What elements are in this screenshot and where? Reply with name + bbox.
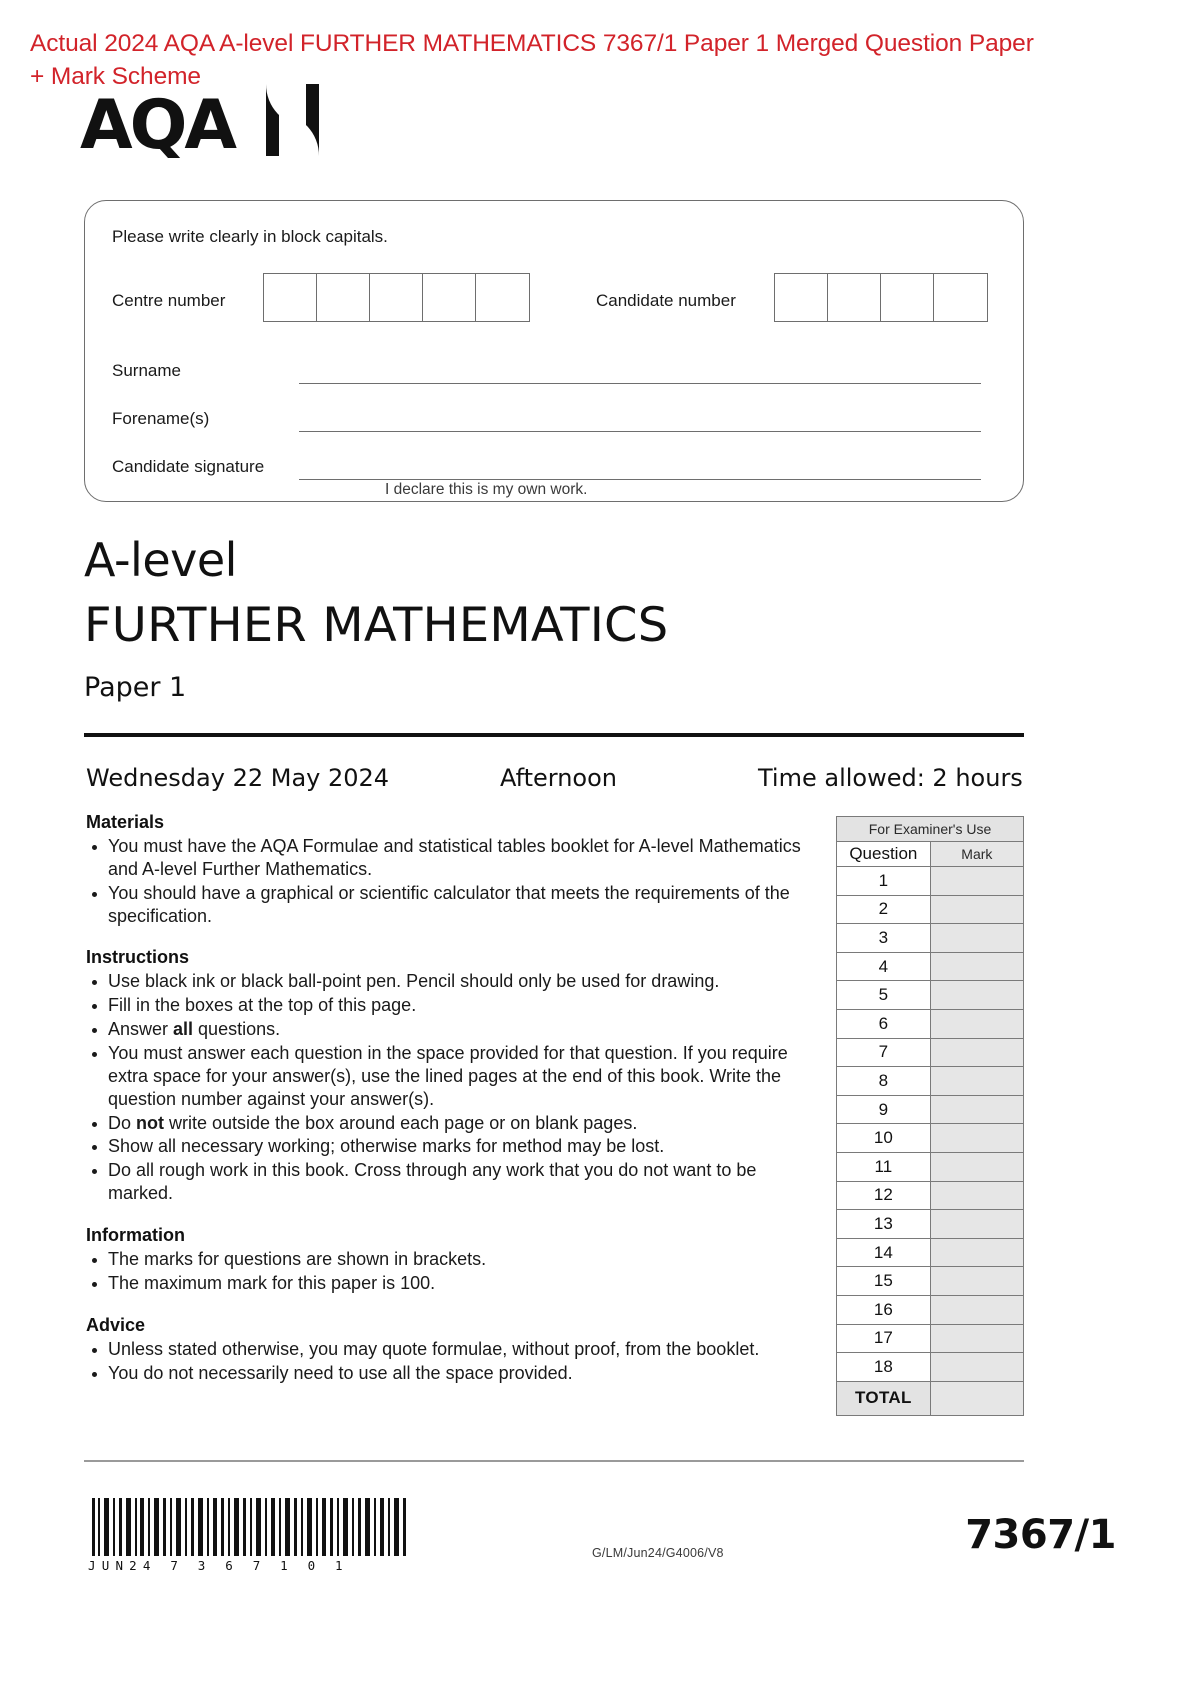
examiner-question-number: 15 <box>837 1267 931 1296</box>
examiner-question-number: 1 <box>837 867 931 896</box>
materials-heading: Materials <box>86 812 165 832</box>
advice-list <box>86 1338 826 1385</box>
examiner-mark-cell[interactable] <box>930 1152 1023 1181</box>
table-row <box>837 1324 1024 1353</box>
examiner-question-number: 10 <box>837 1124 931 1153</box>
examiner-question-number: 3 <box>837 924 931 953</box>
examiner-mark-cell[interactable] <box>930 1324 1023 1353</box>
list-item: Unless stated otherwise, you may quote formulae, without proof, from the booklet. <box>86 1338 826 1361</box>
table-row <box>837 1038 1024 1067</box>
paper-number: Paper 1 <box>84 672 187 703</box>
candidate-details-box <box>84 200 1024 502</box>
table-row <box>837 1152 1024 1181</box>
list-item: Answer all questions. <box>86 1018 826 1041</box>
aqa-logo <box>80 84 340 172</box>
list-item: Use black ink or black ball-point pen. Pencil should only be used for drawing. <box>86 970 826 993</box>
centre-number-label: Centre number <box>112 291 226 310</box>
examiner-question-number: 5 <box>837 981 931 1010</box>
block-capitals-note: Please write clearly in block capitals. <box>112 227 388 246</box>
examiner-mark-cell[interactable] <box>930 1067 1023 1096</box>
instructions-heading: Instructions <box>86 947 190 968</box>
table-row <box>837 981 1024 1010</box>
advice-heading: Advice <box>86 1314 146 1335</box>
front-page-content <box>86 812 826 1385</box>
examiner-col-question: Question <box>837 842 931 867</box>
table-row <box>837 1210 1024 1239</box>
page-overlay-title: Actual 2024 AQA A-level FURTHER MATHEMATICS 7367/1 Paper 1 Merged Question Paper + Mark Scheme <box>30 30 1034 90</box>
examiner-mark-cell[interactable] <box>930 1124 1023 1153</box>
candidate-number-cell[interactable] <box>934 274 987 321</box>
examiner-col-mark: Mark <box>930 842 1023 867</box>
examiner-question-number: 7 <box>837 1038 931 1067</box>
instructions-list <box>86 970 826 1205</box>
table-row <box>837 867 1024 896</box>
information-heading: Information <box>86 1225 185 1246</box>
list-item: You should have a graphical or scientific calculator that meets the requirements of the specification. <box>86 882 826 928</box>
table-row <box>837 1181 1024 1210</box>
centre-number-cell[interactable] <box>370 274 423 321</box>
examiner-mark-cell[interactable] <box>930 1009 1023 1038</box>
examiner-question-number: 13 <box>837 1210 931 1239</box>
aqa-leaf-icon <box>266 84 319 156</box>
centre-number-cell[interactable] <box>423 274 476 321</box>
table-row <box>837 895 1024 924</box>
exam-session: Afternoon <box>500 764 617 792</box>
list-item: You must have the AQA Formulae and statistical tables booklet for A-level Mathematics and A-level Further Mathematics. <box>86 835 826 881</box>
examiner-question-number: 16 <box>837 1295 931 1324</box>
table-row <box>837 1124 1024 1153</box>
examiner-mark-cell[interactable] <box>930 867 1023 896</box>
examiner-mark-cell[interactable] <box>930 1353 1023 1382</box>
candidate-number-cell[interactable] <box>775 274 828 321</box>
candidate-signature-input[interactable] <box>299 479 981 480</box>
table-row <box>837 1267 1024 1296</box>
examiner-table-title: For Examiner's Use <box>837 817 1024 842</box>
forename-label: Forename(s) <box>112 409 210 428</box>
surname-label: Surname <box>112 361 181 380</box>
examiner-mark-cell[interactable] <box>930 1210 1023 1239</box>
paper-code: 7367/1 <box>965 1512 1116 1558</box>
barcode-digits: JUN24 7 3 6 7 1 0 1 <box>88 1558 349 1573</box>
candidate-number-label: Candidate number <box>596 291 736 310</box>
examiner-mark-cell[interactable] <box>930 1267 1023 1296</box>
table-row <box>837 924 1024 953</box>
table-row <box>837 1238 1024 1267</box>
examiner-question-number: 14 <box>837 1238 931 1267</box>
forename-input[interactable] <box>299 431 981 432</box>
list-item: The marks for questions are shown in brackets. <box>86 1248 826 1271</box>
examiner-mark-cell[interactable] <box>930 1181 1023 1210</box>
surname-input[interactable] <box>299 383 981 384</box>
examiner-table-body <box>837 867 1024 1382</box>
table-row <box>837 1067 1024 1096</box>
examiner-mark-cell[interactable] <box>930 1295 1023 1324</box>
table-row <box>837 1295 1024 1324</box>
examiner-mark-cell[interactable] <box>930 895 1023 924</box>
centre-number-cell[interactable] <box>317 274 370 321</box>
footer-divider <box>84 1460 1024 1462</box>
examiner-question-number: 8 <box>837 1067 931 1096</box>
examiner-question-number: 11 <box>837 1152 931 1181</box>
examiner-question-number: 9 <box>837 1095 931 1124</box>
centre-number-cell[interactable] <box>264 274 317 321</box>
list-item: Show all necessary working; otherwise marks for method may be lost. <box>86 1135 826 1158</box>
examiner-mark-cell[interactable] <box>930 1038 1023 1067</box>
examiner-question-number: 12 <box>837 1181 931 1210</box>
barcode <box>88 1496 408 1558</box>
list-item: Do not write outside the box around each page or on blank pages. <box>86 1112 826 1135</box>
table-row <box>837 1009 1024 1038</box>
candidate-number-cell[interactable] <box>881 274 934 321</box>
declaration-text: I declare this is my own work. <box>385 481 588 498</box>
centre-number-input[interactable] <box>263 273 530 322</box>
examiner-mark-cell[interactable] <box>930 981 1023 1010</box>
examiner-mark-cell[interactable] <box>930 1095 1023 1124</box>
examiner-mark-cell[interactable] <box>930 1238 1023 1267</box>
title-divider <box>84 733 1024 737</box>
table-row <box>837 1353 1024 1382</box>
table-row <box>837 1095 1024 1124</box>
candidate-number-cell[interactable] <box>828 274 881 321</box>
examiner-question-number: 2 <box>837 895 931 924</box>
for-examiners-use-table <box>836 816 1024 1416</box>
list-item: Fill in the boxes at the top of this page. <box>86 994 826 1017</box>
list-item: The maximum mark for this paper is 100. <box>86 1272 826 1295</box>
document-code: G/LM/Jun24/G4006/V8 <box>592 1546 724 1560</box>
examiner-total-label: TOTAL <box>837 1381 931 1415</box>
examiner-mark-cell[interactable] <box>930 924 1023 953</box>
materials-list <box>86 835 826 927</box>
examiner-question-number: 18 <box>837 1353 931 1382</box>
examiner-question-number: 6 <box>837 1009 931 1038</box>
list-item: You must answer each question in the space provided for that question. If you require extra space for your answer(s), use the lined pages at the end of this book. Write the question number against your answer(s). <box>86 1042 826 1111</box>
candidate-signature-label: Candidate signature <box>112 457 265 476</box>
list-item: You do not necessarily need to use all the space provided. <box>86 1362 826 1385</box>
candidate-number-input[interactable] <box>774 273 988 322</box>
information-list <box>86 1248 826 1295</box>
centre-number-cell[interactable] <box>476 274 529 321</box>
exam-date: Wednesday 22 May 2024 <box>86 764 390 792</box>
examiner-question-number: 17 <box>837 1324 931 1353</box>
qualification-level: A-level <box>84 533 237 587</box>
exam-time-allowed: Time allowed: 2 hours <box>758 764 1023 792</box>
examiner-mark-cell[interactable] <box>930 952 1023 981</box>
list-item: Do all rough work in this book. Cross through any work that you do not want to be marked. <box>86 1159 826 1205</box>
examiner-total-mark[interactable] <box>930 1381 1023 1415</box>
subject-title: FURTHER MATHEMATICS <box>84 598 669 653</box>
examiner-question-number: 4 <box>837 952 931 981</box>
table-row <box>837 952 1024 981</box>
aqa-logo-text: AQA <box>80 86 235 165</box>
